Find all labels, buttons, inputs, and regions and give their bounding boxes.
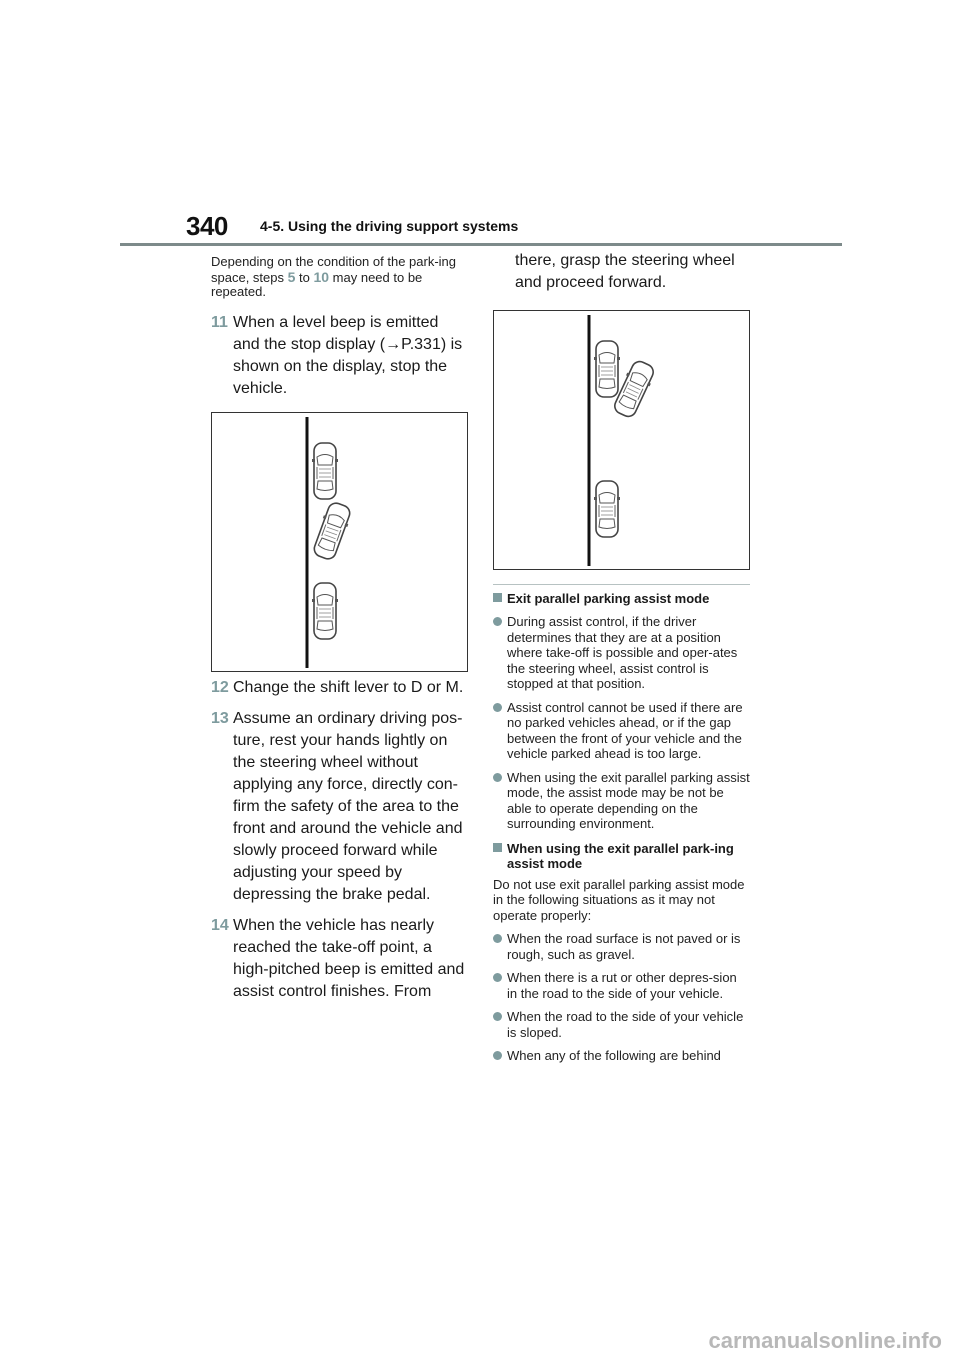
- parked-car-rear: [594, 481, 620, 537]
- exit-mode-heading: [493, 591, 750, 606]
- step-text: When the vehicle has nearly reached the take-off point, a high-pitched beep is emitted and assist control finishes. From: [233, 916, 465, 1000]
- step-text: When a level beep is emitted and the stop display (→P.331) is shown on the display, stop the vehicle.: [233, 313, 463, 397]
- step-number: 14: [211, 916, 229, 934]
- bullet-dot-icon: [493, 934, 502, 943]
- bullet-text: Assist control cannot be used if there are no parked vehicles ahead, or if the gap between the front of your vehicle and the vehicle parked ahead is too large.: [507, 699, 743, 761]
- bullet-text: When there is a rut or other depres-sion in the road to the side of your vehicle.: [507, 970, 737, 1001]
- bullet-dot-icon: [493, 773, 502, 782]
- repeat-note-text-3: may need to be repeated.: [211, 269, 423, 299]
- repeat-note: [211, 255, 468, 300]
- heading-square-icon: [493, 593, 502, 602]
- heading-text: Exit parallel parking assist mode: [507, 591, 710, 606]
- step-ref-5: 5: [287, 268, 296, 285]
- using-mode-intro: Do not use exit parallel parking assist mode in the following situations as it may not operate properly:: [493, 876, 745, 923]
- exit-bullet-2: [493, 700, 750, 762]
- right-column: [493, 250, 750, 1064]
- page-number: 340: [186, 211, 228, 241]
- bullet-dot-icon: [493, 1051, 502, 1060]
- step-13: [211, 708, 468, 906]
- step-ref-10: 10: [313, 268, 330, 285]
- watermark: carmanualsonline.info: [708, 1328, 942, 1353]
- bullet-text: When the road surface is not paved or is rough, such as gravel.: [507, 931, 741, 962]
- using-mode-heading: [493, 841, 750, 871]
- step-11: [211, 312, 468, 400]
- left-column: [211, 255, 468, 1003]
- repeat-note-text-1: Depending on the condition of the park-ing space, steps: [211, 254, 457, 285]
- heading-text: When using the exit parallel park-ing assist mode: [507, 840, 734, 871]
- step-number: 12: [211, 678, 229, 696]
- bullet-dot-icon: [493, 973, 502, 982]
- bullet-text: When the road to the side of your vehicle is sloped.: [507, 1009, 744, 1040]
- section-title: 4-5. Using the driving support systems: [260, 218, 519, 234]
- parking-diagram-2: [494, 311, 749, 569]
- using-bullet-4: [493, 1048, 750, 1064]
- parked-car-front: [594, 341, 620, 397]
- figure-proceed-forward: [493, 310, 750, 570]
- step-number: 11: [211, 313, 228, 331]
- exit-bullet-3: [493, 770, 750, 832]
- step-12: [211, 677, 468, 699]
- heading-square-icon: [493, 843, 502, 852]
- own-vehicle: [310, 500, 354, 562]
- parked-car-front: [312, 443, 338, 499]
- bullet-text: When using the exit parallel parking assist mode, the assist mode may be not be able to operate depending on the surrounding environment.: [507, 769, 750, 831]
- section-divider: [493, 584, 750, 585]
- bullet-text: During assist control, if the driver determines that they are at a position where take-off is possible and oper-ates the steering wheel, assist control is stopped at that position.: [507, 614, 738, 691]
- repeat-note-text-2: to: [295, 269, 314, 285]
- step-14-continued: there, grasp the steering wheel and proceed forward.: [515, 252, 735, 291]
- bullet-dot-icon: [493, 703, 502, 712]
- step-text: Assume an ordinary driving pos-ture, rest your hands lightly on the steering wheel without applying any force, directly con-firm the safety of the area to the front and around the vehicle and slowly proceed forward while adjusting your speed by depressing the brake pedal.: [233, 709, 463, 903]
- parking-diagram-1: [212, 413, 467, 671]
- step-14: [211, 915, 468, 1003]
- figure-stop-position: [211, 412, 468, 672]
- step-number: 13: [211, 709, 229, 727]
- using-bullet-1: [493, 931, 750, 962]
- bullet-text: When any of the following are behind: [507, 1048, 721, 1063]
- bullet-dot-icon: [493, 1012, 502, 1021]
- using-bullet-3: [493, 1009, 750, 1040]
- exit-bullet-1: [493, 614, 750, 692]
- page-header: [0, 0, 960, 250]
- header-rule: [120, 243, 842, 246]
- parked-car-rear: [312, 583, 338, 639]
- step-text: Change the shift lever to D or M.: [233, 678, 464, 696]
- bullet-dot-icon: [493, 617, 502, 626]
- using-bullet-2: [493, 970, 750, 1001]
